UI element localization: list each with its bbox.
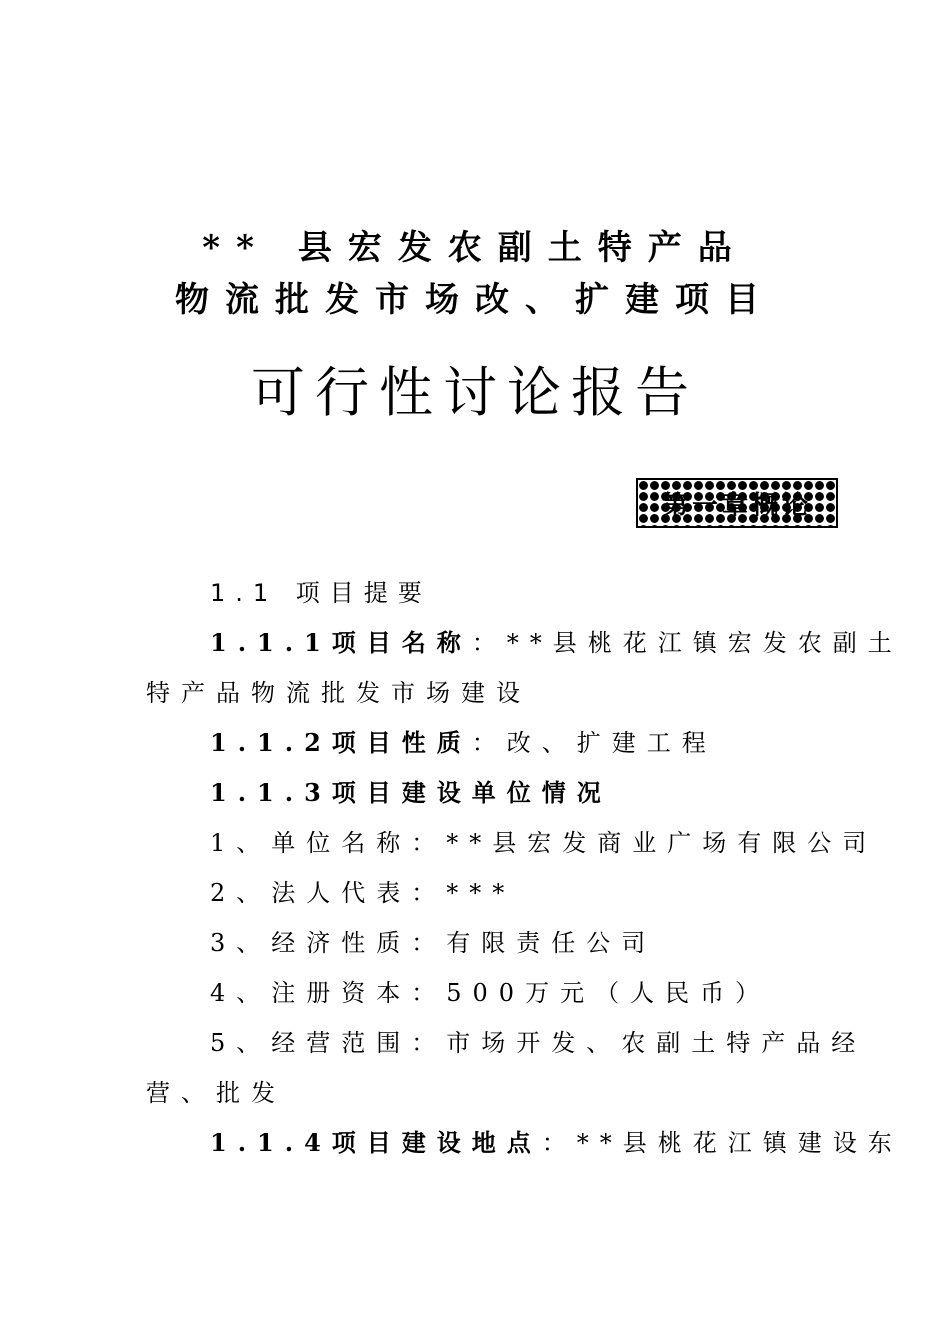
section-heading: 1.1 项目提要 — [210, 579, 432, 607]
project-location-value: ：**县桃花江镇建设东 — [541, 1129, 903, 1157]
document-title-line-2: 物流批发市场改、扩建项目 — [175, 280, 775, 320]
project-nature-value: ：改、扩建工程 — [471, 729, 717, 757]
project-name-label: 1.1.1项目名称 — [210, 628, 472, 657]
project-name-row — [210, 628, 903, 658]
project-location-label: 1.1.4项目建设地点 — [210, 1128, 542, 1157]
economic-nature-item: 3、经济性质：有限责任公司 — [210, 929, 657, 957]
business-scope-continuation: 营、批发 — [146, 1079, 286, 1107]
project-nature-label: 1.1.2项目性质 — [210, 728, 472, 757]
document-title-line-1: ** 县宏发农副土特产品 — [202, 228, 748, 268]
legal-representative-item: 2、法人代表：*** — [210, 879, 516, 907]
chapter-heading-box — [636, 478, 838, 528]
construction-unit-heading: 1.1.3项目建设单位情况 — [210, 778, 612, 807]
registered-capital-item: 4、注册资本：500万元（人民币） — [210, 979, 771, 1007]
unit-name-item: 1、单位名称：**县宏发商业广场有限公司 — [210, 829, 878, 857]
project-location-row — [210, 1128, 903, 1158]
project-nature-row — [210, 728, 900, 758]
chapter-heading: 第一章概论 — [661, 490, 812, 521]
project-name-continuation: 特产品物流批发市场建设 — [146, 679, 531, 707]
report-title: 可行性讨论报告 — [251, 361, 699, 424]
project-name-value: ：**县桃花江镇宏发农副土 — [471, 629, 903, 657]
business-scope-item: 5、经营范围：市场开发、农副土特产品经 — [210, 1029, 867, 1057]
